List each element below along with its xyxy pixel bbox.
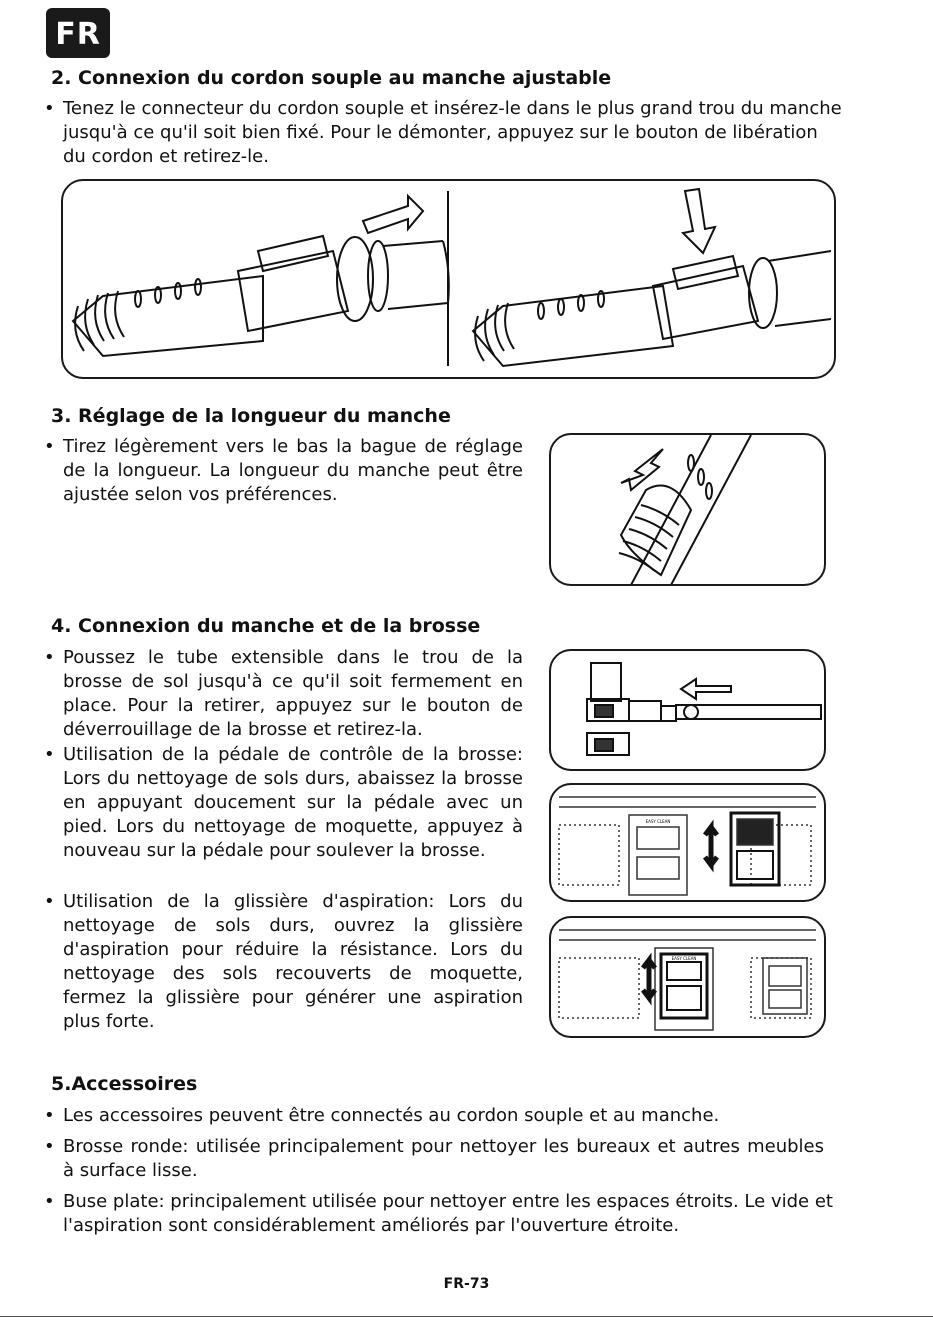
section-4-heading: 4. Connexion du manche et de la brosse <box>51 615 481 637</box>
section-2-heading: 2. Connexion du cordon souple au manche ajustable <box>51 67 612 89</box>
bullet-text: Brosse ronde: utilisée principalement pour nettoyer les bureaux et autres meubles à surface lisse. <box>63 1136 824 1181</box>
easy-clean-label: EASY CLEAN <box>671 956 697 961</box>
hose-connection-drawing <box>63 181 834 377</box>
brush-connection-drawing <box>551 651 824 769</box>
section-3-heading: 3. Réglage de la longueur du manche <box>51 405 451 427</box>
section-2-bullet-1 <box>44 97 844 169</box>
bullet-marker: • <box>44 98 55 119</box>
section-4-bullet-2 <box>44 743 523 863</box>
bullet-text: Tirez légèrement vers le bas la bague de réglage de la longueur. La longueur du manche peut être ajustée selon vos préférences. <box>63 436 523 505</box>
bullet-marker: • <box>44 1191 55 1212</box>
language-badge: FR <box>46 8 110 58</box>
brush-connection-illustration <box>549 649 826 771</box>
section-5-bullet-1 <box>44 1104 844 1128</box>
suction-slider-drawing <box>551 918 824 1036</box>
bullet-text: Poussez le tube extensible dans le trou de la brosse de sol jusqu'à ce qu'il soit fermement en place. Pour la retirer, appuyez sur le bouton de déverrouillage de la brosse et retirez-la. <box>63 647 523 740</box>
section-3-bullet-1 <box>44 435 523 507</box>
section-4-bullet-3 <box>44 890 523 1034</box>
section-5-heading: 5.Accessoires <box>51 1073 198 1095</box>
bullet-text: Utilisation de la glissière d'aspiration: Lors du nettoyage de sols durs, ouvrez la glissière d'aspiration pour réduire la résistance. Lors du nettoyage des sols recouverts de moquette, fermez la glissière pour générer une aspiration plus forte. <box>63 891 523 1032</box>
easy-clean-label: EASY CLEAN <box>645 819 671 824</box>
length-adjustment-illustration <box>549 433 826 586</box>
hose-connection-illustration <box>61 179 836 379</box>
section-4-bullet-1 <box>44 646 523 742</box>
bullet-marker: • <box>44 1136 55 1157</box>
section-5-bullet-2 <box>44 1135 824 1183</box>
bullet-text: Utilisation de la pédale de contrôle de la brosse: Lors du nettoyage de sols durs, abaissez la brosse en appuyant doucement sur la pédale avec un pied. Lors du nettoyage de moquette, appuyez à nouveau sur la pédale pour soulever la brosse. <box>63 744 523 861</box>
bullet-marker: • <box>44 647 55 668</box>
page-number: FR-73 <box>443 1276 490 1292</box>
section-5-bullet-3 <box>44 1190 844 1238</box>
bullet-text: Les accessoires peuvent être connectés au cordon souple et au manche. <box>63 1105 720 1126</box>
bullet-marker: • <box>44 744 55 765</box>
brush-pedal-drawing <box>551 785 824 900</box>
length-adjustment-drawing <box>551 435 824 584</box>
bullet-marker: • <box>44 891 55 912</box>
bullet-text: Tenez le connecteur du cordon souple et insérez-le dans le plus grand trou du manche jusqu'à ce qu'il soit bien fixé. Pour le démonter, appuyez sur le bouton de libération du cordon et retirez-le. <box>63 98 842 167</box>
bullet-marker: • <box>44 436 55 457</box>
bullet-text: Buse plate: principalement utilisée pour nettoyer entre les espaces étroits. Le vide et l'aspiration sont considérablement améliorés par l'ouverture étroite. <box>63 1191 833 1236</box>
bottom-rule <box>0 1316 933 1317</box>
suction-slider-illustration <box>549 916 826 1038</box>
brush-pedal-illustration <box>549 783 826 902</box>
bullet-marker: • <box>44 1105 55 1126</box>
